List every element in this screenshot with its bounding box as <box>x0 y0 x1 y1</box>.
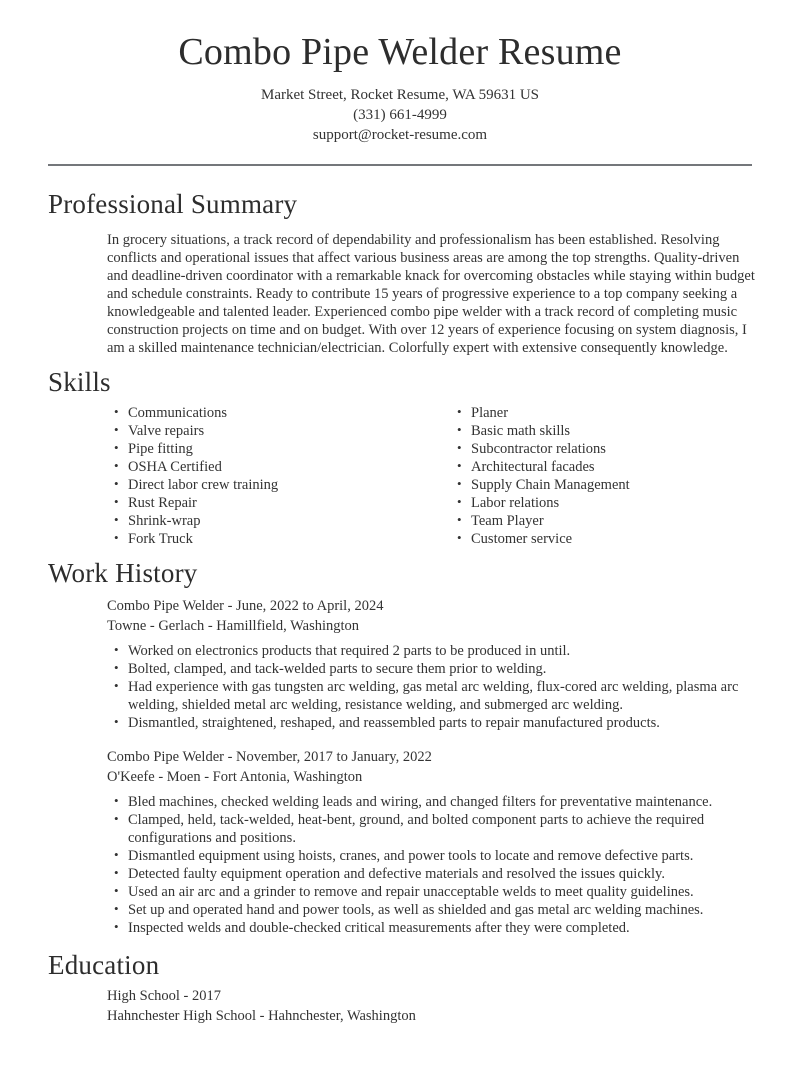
skill-item: • Labor relations <box>471 494 752 512</box>
skill-item: • Supply Chain Management <box>471 476 752 494</box>
education-degree: High School - 2017 <box>107 988 221 1004</box>
skill-item: • Fork Truck <box>128 530 450 548</box>
skill-item: • Architectural facades <box>471 458 752 476</box>
work-history-heading: Work History <box>48 558 198 588</box>
job-duty: • Set up and operated hand and power tools, as well as shielded and gas metal arc welding machines. <box>128 901 778 919</box>
skills-columns <box>107 404 752 548</box>
section-skills <box>48 366 752 548</box>
professional-summary-heading: Professional Summary <box>48 189 298 219</box>
resume-page <box>0 30 800 1026</box>
resume-header <box>48 30 752 166</box>
job-entry-2 <box>48 748 752 937</box>
skill-item: • Rust Repair <box>128 494 450 512</box>
job-duty: • Dismantled, straightened, reshaped, and reassembled parts to repair manufactured products. <box>128 714 778 732</box>
job-duty: • Used an air arc and a grinder to remove and repair unacceptable welds to meet quality guidelines. <box>128 883 778 901</box>
professional-summary-text: In grocery situations, a track record of dependability and professionalism has been established. Resolving conflicts and operational issues that affect various business areas are among the top strengths. Quality-driven and deadline-driven coordinator with a remarkable knack for overcoming obstacles while staying within budget and schedule constraints. Ready to contribute 15 years of progressive experience to a top company seeking a knowledgeable and talented leader. Experienced combo pipe welder with a track record of completing music construction projects on time and on budget. With over 12 years of experience focusing on system diagnosis, I am a skilled maintenance technician/electrician. Colorfully expert with extensive consequently knowledge. <box>107 232 755 356</box>
education-heading: Education <box>48 950 160 980</box>
job-company-location: Towne - Gerlach - Hamillfield, Washington <box>107 617 360 634</box>
job-duty: • Bolted, clamped, and tack-welded parts to secure them prior to welding. <box>128 660 778 678</box>
job-duty: • Had experience with gas tungsten arc welding, gas metal arc welding, flux-cored arc welding, plasma arc welding, shielded metal arc welding, resistance welding, and submerged arc welding. <box>128 678 778 714</box>
skills-list-left <box>107 404 450 548</box>
header-divider <box>48 164 752 166</box>
job-duty: • Clamped, held, tack-welded, heat-bent, ground, and bolted component parts to achieve the required configurations and positions. <box>128 811 778 847</box>
job-duty: • Detected faulty equipment operation and defective materials and resolved the issues quickly. <box>128 865 778 883</box>
skill-item: • Pipe fitting <box>128 440 450 458</box>
skills-list-right <box>450 404 752 548</box>
job-duty: • Inspected welds and double-checked critical measurements after they were completed. <box>128 919 778 937</box>
job-duties-list <box>107 642 778 732</box>
contact-email: support@rocket-resume.com <box>312 127 488 143</box>
section-work-history <box>48 557 752 937</box>
skill-item: • Valve repairs <box>128 422 450 440</box>
skill-item: • Direct labor crew training <box>128 476 450 494</box>
contact-address: Market Street, Rocket Resume, WA 59631 US <box>260 87 540 103</box>
skill-item: • Subcontractor relations <box>471 440 752 458</box>
skill-item: • OSHA Certified <box>128 458 450 476</box>
job-duty: • Worked on electronics products that required 2 parts to be produced in until. <box>128 642 778 660</box>
job-duties-list <box>107 793 778 937</box>
education-school: Hahnchester High School - Hahnchester, Washington <box>107 1007 416 1024</box>
skill-item: • Shrink-wrap <box>128 512 450 530</box>
contact-block <box>48 85 752 145</box>
job-duty: • Dismantled equipment using hoists, cranes, and power tools to locate and remove defective parts. <box>128 847 778 865</box>
skills-heading: Skills <box>48 367 111 397</box>
job-title-dates: Combo Pipe Welder - November, 2017 to January, 2022 <box>107 749 432 765</box>
section-professional-summary <box>48 188 755 357</box>
skill-item: • Communications <box>128 404 450 422</box>
job-title-dates: Combo Pipe Welder - June, 2022 to April, 2024 <box>107 598 384 614</box>
skill-item: • Planer <box>471 404 752 422</box>
skill-item: • Basic math skills <box>471 422 752 440</box>
contact-phone: (331) 661-4999 <box>353 107 447 123</box>
job-entry-1 <box>48 597 752 732</box>
job-duty: • Bled machines, checked welding leads and wiring, and changed filters for preventative maintenance. <box>128 793 778 811</box>
skill-item: • Customer service <box>471 530 752 548</box>
resume-title: Combo Pipe Welder Resume <box>178 31 622 73</box>
job-company-location: O'Keefe - Moen - Fort Antonia, Washington <box>107 768 363 785</box>
section-education <box>48 949 752 1026</box>
skill-item: • Team Player <box>471 512 752 530</box>
